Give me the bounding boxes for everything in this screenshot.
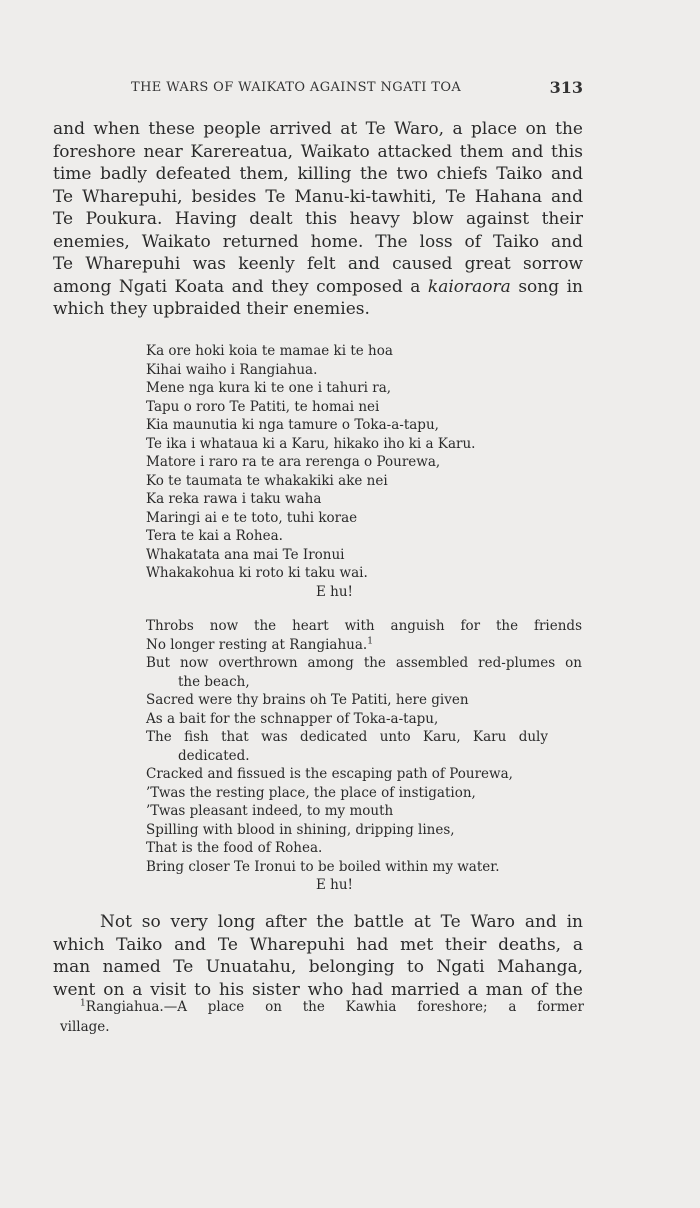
verse-line: Maringi ai e te toto, tuhi korae: [146, 509, 358, 526]
verse-line: Kihai waiho i Rangiahua.: [146, 361, 318, 378]
verse-line-continuation: the beach,: [178, 673, 250, 690]
paragraph-line: enemies, Waikato returned home. The loss of Taiko and: [53, 231, 583, 252]
paragraph-line: Te Wharepuhi was keenly felt and caused great sorrow: [53, 254, 583, 274]
verse-line: As a bait for the schnapper of Toka-a-tapu,: [146, 710, 439, 727]
paragraph-line: Not so very long after the battle at Te Waro and in: [100, 912, 583, 932]
line-text: No longer resting at Rangiahua.: [146, 636, 368, 653]
paragraph-line: which Taiko and Te Wharepuhi had met their deaths, a: [53, 934, 583, 955]
paragraph-line: went on a visit to his sister who had married a man of the: [53, 979, 583, 1000]
verse-line: But now overthrown among the assembled red-plumes on: [146, 655, 582, 671]
verse-line: Whakatata ana mai Te Ironui: [146, 546, 345, 563]
footnote-text: Rangiahua.—A place on the Kawhia foreshore; a former: [85, 999, 584, 1015]
paragraph-line: and when these people arrived at Te Waro, a place on the: [53, 119, 583, 139]
verse-line: Ka reka rawa i taku waha: [146, 491, 322, 507]
italic-term: kaioraora: [427, 276, 511, 297]
verse-line: Kia maunutia ki nga tamure o Toka-a-tapu,: [146, 417, 439, 433]
closing-paragraph: [53, 911, 583, 1001]
verse-line: Cracked and fissued is the escaping path of Pourewa,: [146, 766, 513, 782]
verse-line: Matore i raro ra te ara rerenga o Pourewa,: [146, 454, 441, 470]
verse-line: Te ika i whataua ki a Karu, hikako iho ki a Karu.: [146, 435, 476, 452]
verse-line: That is the food of Rohea.: [146, 840, 323, 856]
paragraph-line: Te Poukura. Having dealt this heavy blow against their: [53, 209, 583, 229]
paragraph-line: foreshore near Karereatua, Waikato attacked them and this: [53, 141, 583, 162]
verse-line: Mene nga kura ki te one i tahuri ra,: [146, 380, 392, 396]
verse-line: Ka ore hoki koia te mamae ki te hoa: [146, 343, 393, 359]
verse-line: Whakakohua ki roto ki taku wai.: [146, 565, 368, 581]
verse-closing: E hu!: [316, 583, 353, 600]
verse-line-with-footnote-ref: [146, 636, 582, 655]
running-title: THE WARS OF WAIKATO AGAINST NGATI TOA: [131, 80, 462, 95]
line-tail: song in: [510, 276, 584, 297]
verse-line: Throbs now the heart with anguish for the friends: [146, 618, 582, 634]
page-number: 313: [549, 78, 583, 97]
maori-verse: [146, 342, 582, 601]
paragraph-line: Te Wharepuhi, besides Te Manu-ki-tawhiti, Te Hahana and: [53, 186, 583, 207]
verse-line: Ko te taumata te whakakiki ake nei: [146, 472, 388, 489]
footnote-marker: 1: [80, 998, 86, 1009]
verse-line: Tera te kai a Rohea.: [146, 528, 283, 544]
paragraph-line-with-italic: [53, 276, 583, 299]
paragraph-line: which they upbraided their enemies.: [53, 299, 370, 319]
footnote: [60, 997, 584, 1037]
english-translation: [146, 617, 582, 895]
page-header: [53, 78, 583, 102]
footnote-line: village.: [60, 1019, 110, 1035]
paragraph-line: man named Te Unuatahu, belonging to Ngati Mahanga,: [53, 957, 583, 977]
footnote-line: [60, 997, 584, 1017]
verse-line: Sacred were thy brains oh Te Patiti, here given: [146, 692, 469, 708]
verse-line: ’Twas the resting place, the place of instigation,: [146, 784, 476, 801]
paragraph-line: time badly defeated them, killing the two chiefs Taiko and: [53, 164, 583, 184]
verse-line: ’Twas pleasant indeed, to my mouth: [146, 803, 394, 819]
verse-line: Bring closer Te Ironui to be boiled within my water.: [146, 858, 500, 875]
verse-line: Spilling with blood in shining, dripping lines,: [146, 821, 455, 838]
footnote-ref: 1: [367, 636, 373, 646]
verse-line-continuation: dedicated.: [178, 747, 250, 764]
verse-closing: E hu!: [316, 877, 353, 893]
line-text: among Ngati Koata and they composed a: [53, 276, 421, 297]
verse-line: Tapu o roro Te Patiti, te homai nei: [146, 398, 380, 415]
opening-paragraph: [53, 118, 583, 321]
verse-line: The fish that was dedicated unto Karu, Karu duly: [146, 729, 548, 745]
